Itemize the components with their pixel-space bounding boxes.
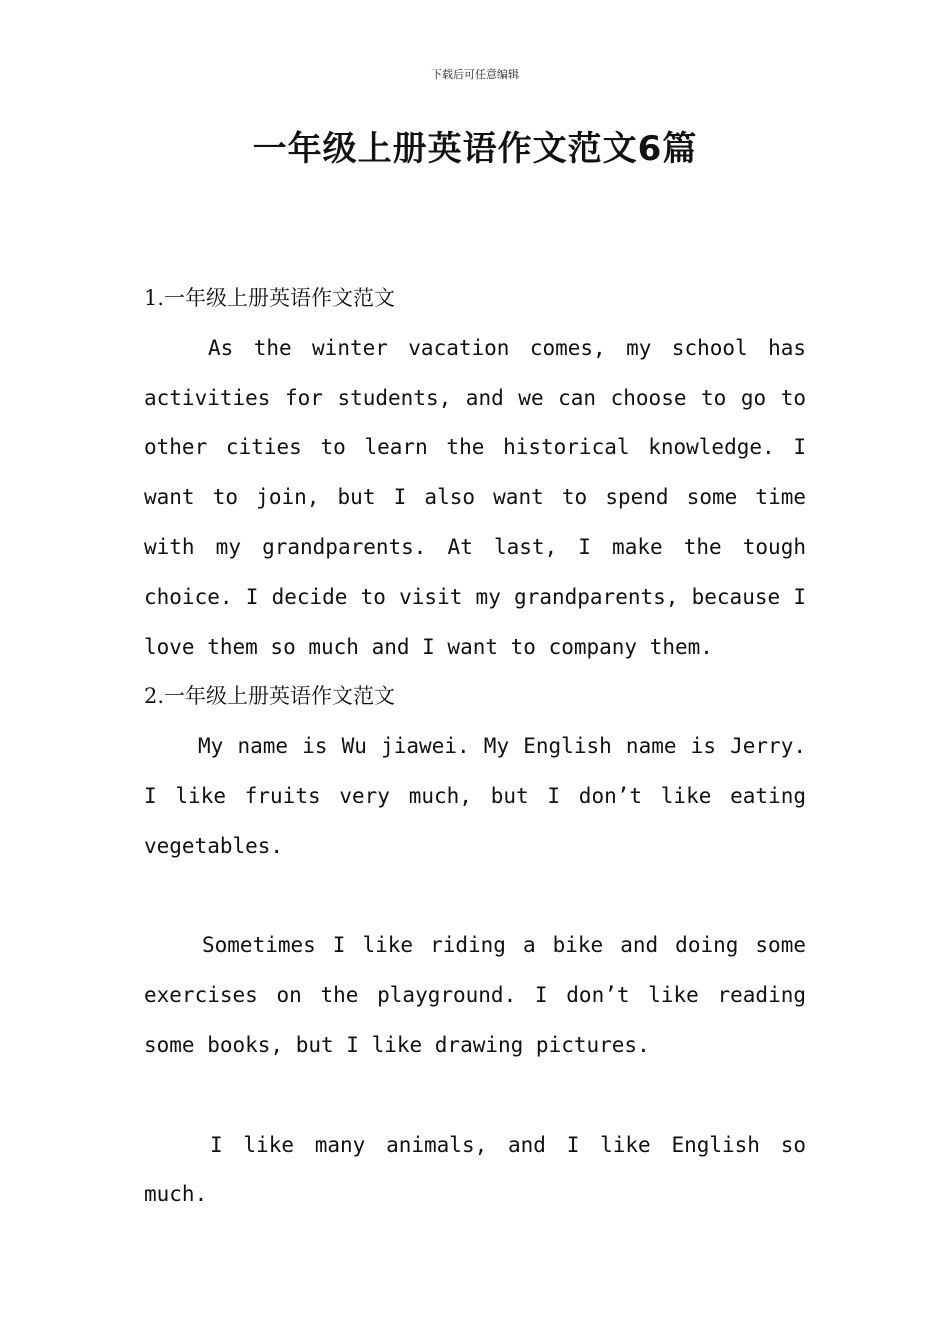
section-2-paragraph-3: I like many animals, and I like English so much. [144,1132,806,1207]
section-2-paragraph-1: My name is Wu jiawei. My English name is Jerry. I like fruits very much, but I don’t like eating vegetables. [144,734,806,858]
document-body [144,274,806,1220]
document-title: 一年级上册英语作文范文6篇 [252,129,698,169]
header-note: 下载后可任意编辑 [431,68,519,81]
paragraph-gap [144,872,806,922]
paragraph-gap [144,1071,806,1121]
section-1-paragraph-1: As the winter vacation comes, my school has activities for students, and we can choose to go to other cities to learn the historical knowledge. I want to join, but I also want to spend some time with my grandparents. At last, I make the tough choice. I decide to visit my grandparents, because I love them so much and I want to company them. [144,335,806,659]
section-heading-2: 2.一年级上册英语作文范文 [144,684,396,709]
section-heading-1: 1.一年级上册英语作文范文 [144,286,396,310]
section-2-paragraph-2: Sometimes I like riding a bike and doing some exercises on the playground. I don’t like reading some books, but I like drawing pictures. [144,933,806,1057]
